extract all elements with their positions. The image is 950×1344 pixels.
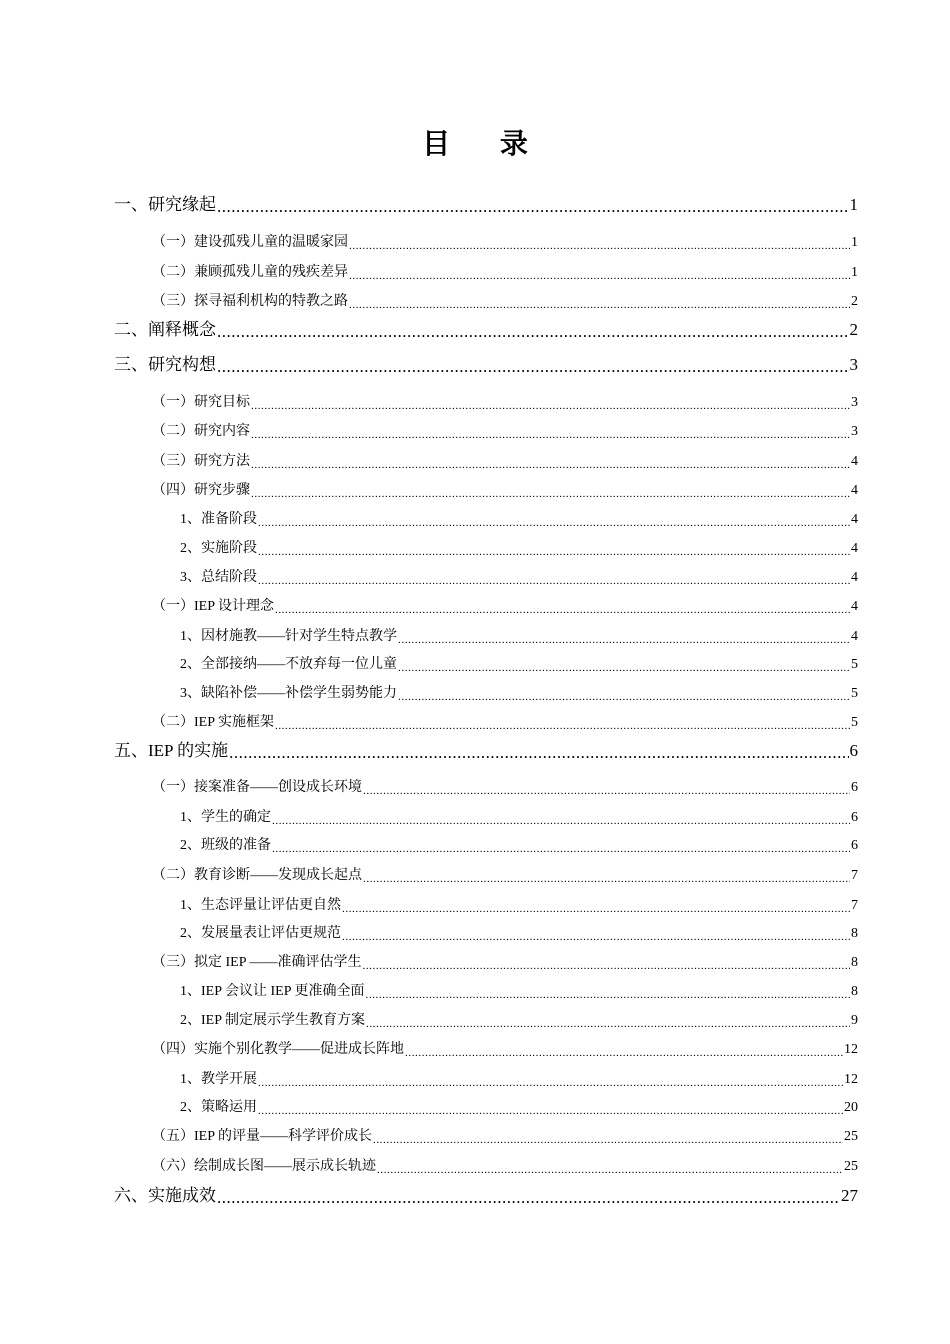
toc-entry[interactable]: [114, 316, 858, 340]
toc-entry[interactable]: [152, 450, 858, 470]
toc-entry-page-number: 6: [851, 838, 858, 853]
toc-entry-label: （四）实施个别化教学——促进成长阵地: [152, 1042, 404, 1057]
toc-leader-dots: [405, 1044, 843, 1058]
toc-entry-page-number: 3: [849, 355, 858, 374]
toc-entry-label: 五、IEP 的实施: [114, 741, 229, 760]
toc-entry[interactable]: [180, 834, 858, 854]
toc-entry-page-number: 1: [851, 235, 858, 250]
toc-entry-page-number: 2: [849, 320, 858, 339]
toc-entry[interactable]: [114, 191, 858, 215]
toc-entry-label: （二）教育诊断——发现成长起点: [152, 868, 362, 883]
toc-entry-label: 1、准备阶段: [180, 512, 257, 527]
toc-entry[interactable]: [180, 1096, 858, 1116]
toc-entry-page-number: 4: [851, 599, 858, 614]
toc-leader-dots: [373, 1131, 843, 1145]
toc-entry-label: 二、阐释概念: [114, 320, 216, 339]
toc-leader-dots: [365, 986, 850, 1000]
toc-leader-dots: [349, 296, 850, 310]
toc-entry-label: （二）IEP 实施框架: [152, 715, 274, 730]
toc-entry[interactable]: [180, 682, 858, 702]
toc-entry-page-number: 7: [851, 868, 858, 883]
toc-entry-label: （一）建设孤残儿童的温暖家园: [152, 235, 348, 250]
toc-entry[interactable]: [152, 711, 858, 731]
toc-entry-label: 3、总结阶段: [180, 570, 257, 585]
toc-leader-dots: [272, 812, 850, 826]
toc-entry-label: （五）IEP 的评量——科学评价成长: [152, 1129, 372, 1144]
toc-leader-dots: [398, 631, 850, 645]
toc-leader-dots: [217, 358, 849, 375]
toc-entry-label: （三）拟定 IEP ——准确评估学生: [152, 955, 362, 970]
toc-entry-page-number: 3: [851, 395, 858, 410]
toc-entry[interactable]: [180, 980, 858, 1000]
toc-entry-label: （四）研究步骤: [152, 483, 250, 498]
toc-entry-label: （三）研究方法: [152, 454, 250, 469]
toc-entry-page-number: 4: [851, 541, 858, 556]
toc-entry-label: （一）接案准备——创设成长环境: [152, 780, 362, 795]
toc-leader-dots: [366, 1015, 850, 1029]
toc-entry[interactable]: [152, 391, 858, 411]
toc-leader-dots: [362, 957, 850, 971]
toc-entry-page-number: 4: [851, 570, 858, 585]
toc-leader-dots: [349, 267, 850, 281]
toc-entry-page-number: 8: [851, 955, 858, 970]
toc-entry-label: 3、缺陷补偿——补偿学生弱势能力: [180, 686, 397, 701]
toc-leader-dots: [251, 426, 850, 440]
toc-entry-page-number: 5: [851, 686, 858, 701]
toc-leader-dots: [258, 1074, 843, 1088]
toc-entry[interactable]: [180, 625, 858, 645]
toc-leader-dots: [363, 782, 850, 796]
toc-entry[interactable]: [180, 508, 858, 528]
toc-entry-label: 1、教学开展: [180, 1072, 257, 1087]
toc-entry[interactable]: [152, 1155, 858, 1175]
toc-entry[interactable]: [180, 922, 858, 942]
toc-entry-label: 2、班级的准备: [180, 838, 271, 853]
toc-entry-page-number: 27: [841, 1186, 858, 1205]
toc-leader-dots: [251, 485, 850, 499]
toc-entry[interactable]: [152, 231, 858, 251]
toc-entry[interactable]: [180, 537, 858, 557]
toc-entry[interactable]: [152, 776, 858, 796]
toc-entry[interactable]: [152, 1125, 858, 1145]
toc-entry-page-number: 4: [851, 483, 858, 498]
toc-entry-page-number: 5: [851, 657, 858, 672]
toc-entry-label: 2、实施阶段: [180, 541, 257, 556]
toc-entry-page-number: 7: [851, 898, 858, 913]
toc-entry-label: 2、IEP 制定展示学生教育方案: [180, 1013, 365, 1028]
toc-entry-page-number: 12: [844, 1042, 858, 1057]
toc-entry-label: 2、全部接纳——不放弃每一位儿童: [180, 657, 397, 672]
toc-entry-label: （一）研究目标: [152, 395, 250, 410]
toc-entry-page-number: 25: [844, 1129, 858, 1144]
toc-entry-label: 1、因材施教——针对学生特点教学: [180, 629, 397, 644]
toc-entry-page-number: 1: [851, 265, 858, 280]
toc-entry[interactable]: [152, 261, 858, 281]
toc-entry-page-number: 6: [851, 810, 858, 825]
toc-entry[interactable]: [114, 737, 858, 761]
toc-leader-dots: [342, 900, 850, 914]
toc-leader-dots: [363, 870, 850, 884]
toc-entry-label: 1、生态评量让评估更自然: [180, 898, 341, 913]
toc-entry-label: 1、IEP 会议让 IEP 更准确全面: [180, 984, 365, 999]
toc-entry-label: （三）探寻福利机构的特教之路: [152, 294, 348, 309]
toc-entry[interactable]: [152, 479, 858, 499]
toc-entry-page-number: 6: [849, 741, 858, 760]
toc-entry-page-number: 3: [851, 424, 858, 439]
toc-leader-dots: [258, 572, 850, 586]
toc-entry[interactable]: [114, 1182, 858, 1206]
toc-entry-page-number: 4: [851, 512, 858, 527]
toc-entry-page-number: 6: [851, 780, 858, 795]
toc-entry[interactable]: [152, 420, 858, 440]
toc-entry[interactable]: [152, 951, 858, 971]
toc-entry-label: 一、研究缘起: [114, 195, 216, 214]
toc-entry-page-number: 20: [844, 1100, 858, 1115]
toc-leader-dots: [398, 659, 850, 673]
toc-entry-label: 2、发展量表让评估更规范: [180, 926, 341, 941]
toc-leader-dots: [251, 397, 850, 411]
toc-entry-label: 1、学生的确定: [180, 810, 271, 825]
page-title: 目 录: [422, 127, 548, 160]
toc-leader-dots: [258, 514, 850, 528]
toc-entry-page-number: 9: [851, 1013, 858, 1028]
toc-entry-page-number: 1: [849, 195, 858, 214]
toc-leader-dots: [349, 237, 850, 251]
toc-entry[interactable]: [180, 1009, 858, 1029]
toc-leader-dots: [258, 543, 850, 557]
toc-leader-dots: [275, 601, 850, 615]
toc-entry-page-number: 4: [851, 629, 858, 644]
toc-entry-label: （一）IEP 设计理念: [152, 599, 274, 614]
toc-entry[interactable]: [152, 290, 858, 310]
toc-entry-page-number: 8: [851, 984, 858, 999]
toc-leader-dots: [251, 456, 850, 470]
toc-entry[interactable]: [152, 595, 858, 615]
toc-entry[interactable]: [152, 864, 858, 884]
toc-entry-page-number: 25: [844, 1159, 858, 1174]
toc-leader-dots: [258, 1102, 843, 1116]
toc-leader-dots: [275, 717, 850, 731]
toc-entry[interactable]: [180, 653, 858, 673]
toc-entry-label: （六）绘制成长图——展示成长轨迹: [152, 1159, 376, 1174]
toc-entry[interactable]: [180, 566, 858, 586]
toc-leader-dots: [217, 1189, 840, 1206]
toc-entry-label: 三、研究构想: [114, 355, 216, 374]
toc-entry[interactable]: [114, 351, 858, 375]
toc-entry-page-number: 2: [851, 294, 858, 309]
toc-entry-page-number: 8: [851, 926, 858, 941]
toc-leader-dots: [377, 1161, 843, 1175]
toc-entry[interactable]: [152, 1038, 858, 1058]
toc-entry-label: 六、实施成效: [114, 1186, 216, 1205]
toc-leader-dots: [342, 928, 850, 942]
toc-entry-page-number: 4: [851, 454, 858, 469]
toc-leader-dots: [229, 744, 848, 761]
toc-entry-label: （二）研究内容: [152, 424, 250, 439]
toc-entry-label: （二）兼顾孤残儿童的残疾差异: [152, 265, 348, 280]
toc-entry-page-number: 12: [844, 1072, 858, 1087]
toc-leader-dots: [398, 688, 850, 702]
toc-leader-dots: [217, 198, 849, 215]
toc-entry-label: 2、策略运用: [180, 1100, 257, 1115]
toc-leader-dots: [272, 840, 850, 854]
toc-entry[interactable]: [180, 806, 858, 826]
toc-entry-page-number: 5: [851, 715, 858, 730]
toc-entry[interactable]: [180, 894, 858, 914]
toc-entry[interactable]: [180, 1068, 858, 1088]
toc-leader-dots: [217, 323, 849, 340]
